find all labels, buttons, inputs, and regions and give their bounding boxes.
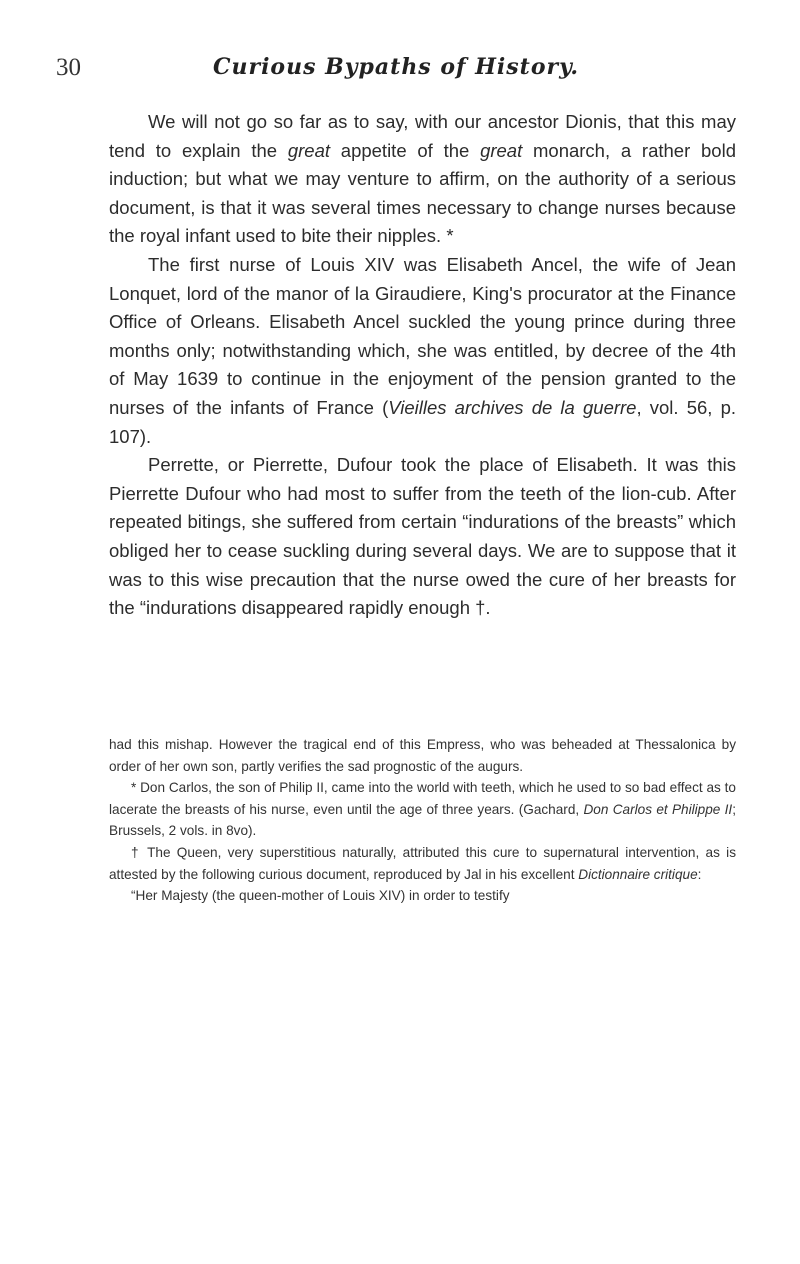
footnote-quote: “Her Majesty (the queen-mother of Louis XIV) in order to testify	[131, 888, 510, 904]
footnote-dictionary-title: Dictionnaire critique	[578, 866, 698, 882]
emphasis-great-2: great	[480, 139, 523, 161]
page-header	[56, 54, 736, 94]
emphasis-great-1: great	[287, 139, 331, 161]
page-number: 30	[56, 54, 81, 81]
paragraph-3: Perrette, or Pierrette, Dufour took the place of Elisabeth. It was this Pierrette Dufour who had most to suffer from the teeth of the lion-cub. After repeated bitings, she suffered from certain “indurations of the breasts” which obliged her to cease suckling during several days. We are to suppose that it was to this wise precaution that the nurse owed the cure of her breasts for the “indurations disappeared rapidly enough †.	[109, 454, 736, 619]
footnote-citation-title: Don Carlos et Philippe II	[583, 801, 733, 817]
footnote-asterisk: * Don Carlos, the son of Philip II, came into the world with teeth, which he used to so bad effect as to lacerate the breasts of his nurse, even until the age of three years. (Gachard, Don Carlos et Philippe II; Brussels, 2 vols. in 8vo).	[109, 780, 736, 839]
paragraph-1: We will not go so far as to say, with our ancestor Dionis, that this may tend to explain the great appetite of the great monarch, a rather bold induction; but what we may venture to affirm, on the authority of a serious document, is that it was several times necessary to change nurses because the royal infant used to bite their nipples. *	[109, 111, 736, 247]
citation-title: Vieilles archives de la guerre	[388, 396, 637, 418]
paragraph-2: The first nurse of Louis XIV was Elisabeth Ancel, the wife of Jean Lonquet, lord of the manor of la Giraudiere, King's procurator at the Finance Office of Orleans. Elisabeth Ancel suckled the young prince during three months only; notwithstanding which, she was entitled, by decree of the 4th of May 1639 to continue in the enjoyment of the pension granted to the nurses of the infants of France (Vieilles archives de la guerre, vol. 56, p. 107).	[109, 253, 736, 447]
footnote-continued: had this mishap. However the tragical end of this Empress, who was beheaded at Thessalonica by order of her own son, partly verifies the sad prognostic of the augurs.	[109, 737, 736, 774]
footnotes	[109, 734, 736, 907]
running-title: Curious Bypaths of History.	[212, 54, 580, 80]
main-text	[109, 108, 736, 623]
footnote-dagger: † The Queen, very superstitious naturally, attributed this cure to supernatural intervention, as is attested by the following curious document, reproduced by Jal in his excellent Dictionnaire critique:	[109, 844, 736, 882]
